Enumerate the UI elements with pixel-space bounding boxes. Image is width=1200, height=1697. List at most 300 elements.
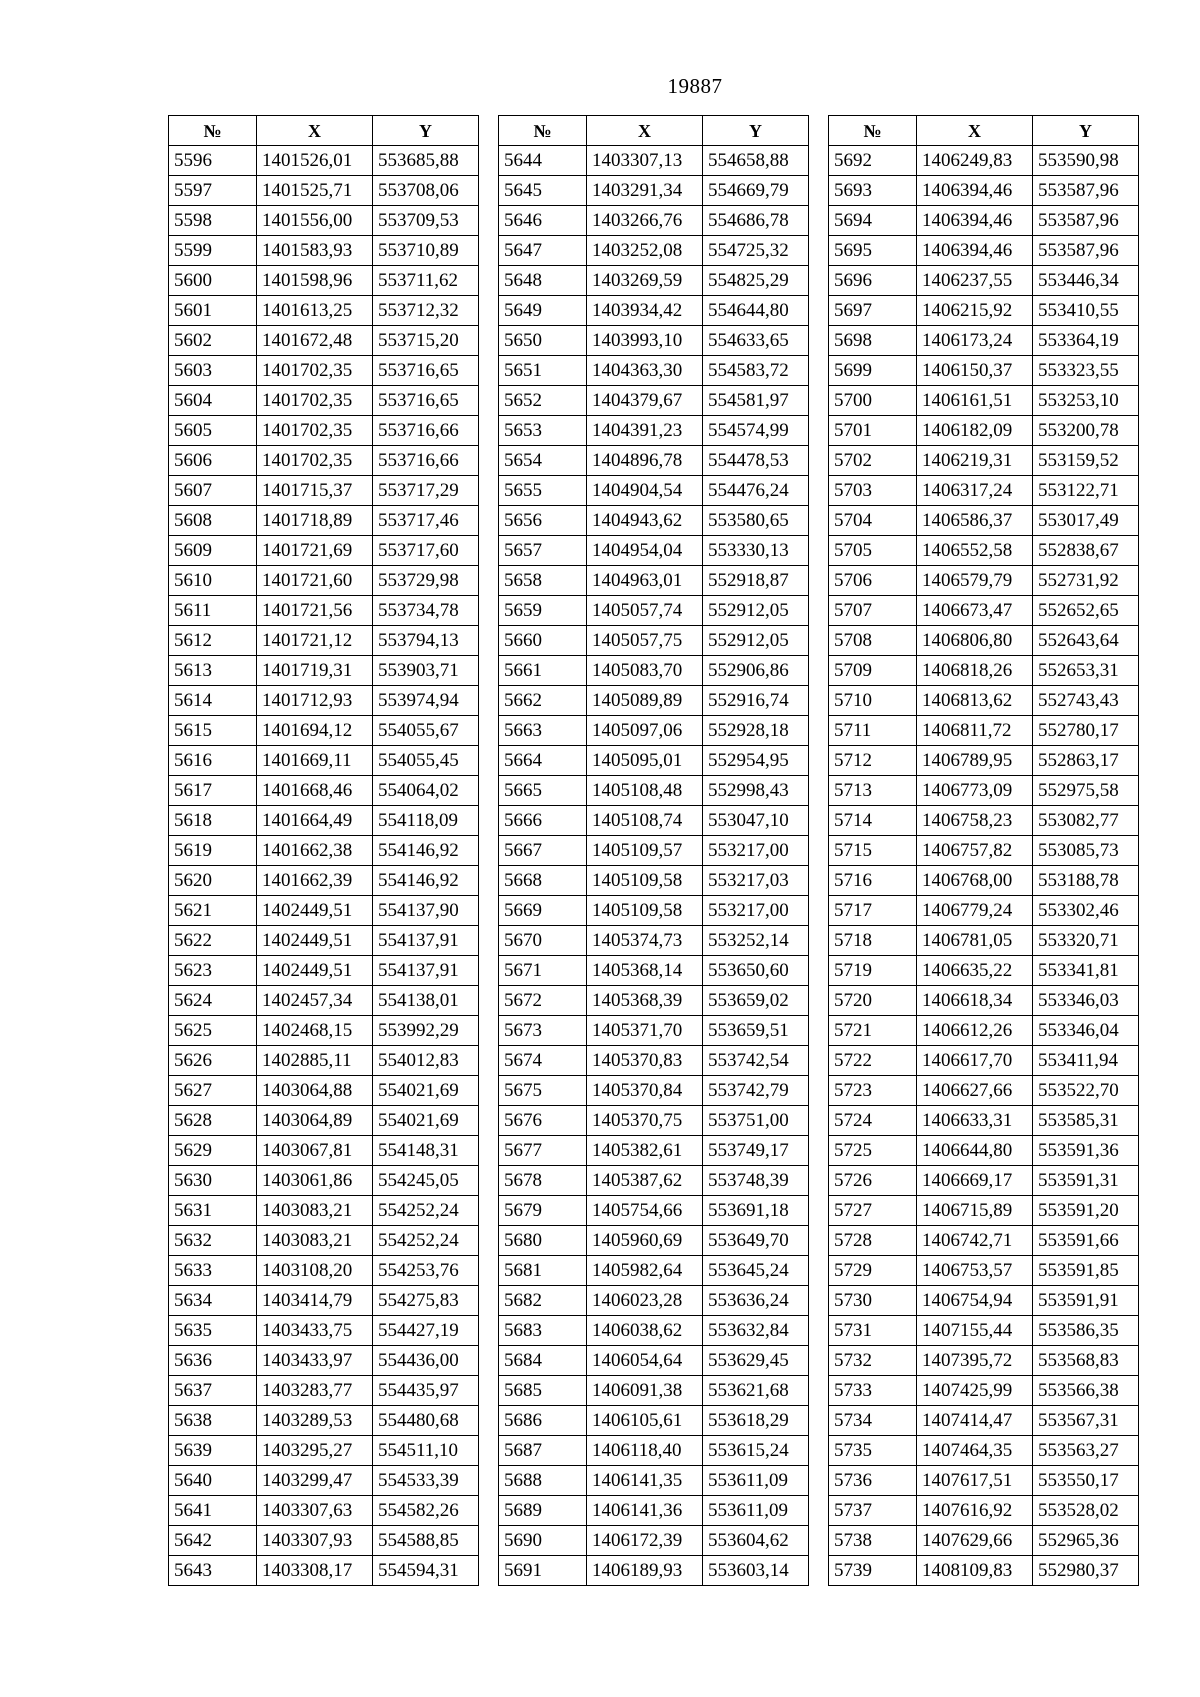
y-coordinate-cell: 554582,26 [373, 1496, 479, 1526]
y-coordinate-cell: 552912,05 [703, 596, 809, 626]
point-number-cell: 5664 [499, 746, 587, 776]
x-coordinate-cell: 1406789,95 [917, 746, 1033, 776]
x-coordinate-cell: 1401694,12 [257, 716, 373, 746]
y-coordinate-cell: 554055,67 [373, 716, 479, 746]
y-coordinate-cell: 553717,46 [373, 506, 479, 536]
table-row [499, 266, 809, 296]
y-coordinate-cell: 554146,92 [373, 836, 479, 866]
point-number-cell: 5698 [829, 326, 917, 356]
y-coordinate-cell: 553590,98 [1033, 146, 1139, 176]
point-number-cell: 5646 [499, 206, 587, 236]
table-row [499, 1466, 809, 1496]
x-coordinate-cell: 1403414,79 [257, 1286, 373, 1316]
point-number-cell: 5734 [829, 1406, 917, 1436]
point-number-cell: 5696 [829, 266, 917, 296]
x-coordinate-cell: 1403061,86 [257, 1166, 373, 1196]
point-number-cell: 5604 [169, 386, 257, 416]
table-row [499, 1376, 809, 1406]
x-coordinate-cell: 1406237,55 [917, 266, 1033, 296]
table-row [829, 986, 1139, 1016]
y-coordinate-cell: 552780,17 [1033, 716, 1139, 746]
y-coordinate-cell: 553591,66 [1033, 1226, 1139, 1256]
header-y: Y [373, 116, 479, 146]
point-number-cell: 5697 [829, 296, 917, 326]
table-header-row [829, 116, 1139, 146]
y-coordinate-cell: 553253,10 [1033, 386, 1139, 416]
point-number-cell: 5714 [829, 806, 917, 836]
table-row [829, 506, 1139, 536]
table-row [499, 506, 809, 536]
table-row [829, 266, 1139, 296]
x-coordinate-cell: 1405083,70 [587, 656, 703, 686]
header-y: Y [1033, 116, 1139, 146]
y-coordinate-cell: 553748,39 [703, 1166, 809, 1196]
x-coordinate-cell: 1402449,51 [257, 896, 373, 926]
table-row [829, 1556, 1139, 1586]
table-row [829, 1136, 1139, 1166]
y-coordinate-cell: 553734,78 [373, 596, 479, 626]
y-coordinate-cell: 553659,02 [703, 986, 809, 1016]
y-coordinate-cell: 552998,43 [703, 776, 809, 806]
x-coordinate-cell: 1406105,61 [587, 1406, 703, 1436]
y-coordinate-cell: 554594,31 [373, 1556, 479, 1586]
table-row [829, 926, 1139, 956]
y-coordinate-cell: 553122,71 [1033, 476, 1139, 506]
table-row [829, 656, 1139, 686]
x-coordinate-cell: 1405109,58 [587, 896, 703, 926]
x-coordinate-cell: 1401718,89 [257, 506, 373, 536]
point-number-cell: 5600 [169, 266, 257, 296]
y-coordinate-cell: 552980,37 [1033, 1556, 1139, 1586]
y-coordinate-cell: 553591,20 [1033, 1196, 1139, 1226]
point-number-cell: 5708 [829, 626, 917, 656]
point-number-cell: 5695 [829, 236, 917, 266]
y-coordinate-cell: 554138,01 [373, 986, 479, 1016]
table-row [499, 1256, 809, 1286]
y-coordinate-cell: 552916,74 [703, 686, 809, 716]
point-number-cell: 5730 [829, 1286, 917, 1316]
x-coordinate-cell: 1406317,24 [917, 476, 1033, 506]
y-coordinate-cell: 553712,32 [373, 296, 479, 326]
x-coordinate-cell: 1404904,54 [587, 476, 703, 506]
y-coordinate-cell: 553217,00 [703, 896, 809, 926]
point-number-cell: 5731 [829, 1316, 917, 1346]
x-coordinate-cell: 1406215,92 [917, 296, 1033, 326]
x-coordinate-cell: 1401702,35 [257, 416, 373, 446]
x-coordinate-cell: 1401702,35 [257, 356, 373, 386]
x-coordinate-cell: 1401525,71 [257, 176, 373, 206]
x-coordinate-cell: 1406182,09 [917, 416, 1033, 446]
x-coordinate-cell: 1405960,69 [587, 1226, 703, 1256]
y-coordinate-cell: 554478,53 [703, 446, 809, 476]
point-number-cell: 5665 [499, 776, 587, 806]
coordinate-table [498, 115, 809, 1586]
table-row [499, 296, 809, 326]
point-number-cell: 5691 [499, 1556, 587, 1586]
table-row [169, 326, 479, 356]
point-number-cell: 5653 [499, 416, 587, 446]
point-number-cell: 5628 [169, 1106, 257, 1136]
table-row [499, 656, 809, 686]
y-coordinate-cell: 553691,18 [703, 1196, 809, 1226]
x-coordinate-cell: 1406617,70 [917, 1046, 1033, 1076]
table-row [499, 446, 809, 476]
point-number-cell: 5629 [169, 1136, 257, 1166]
y-coordinate-cell: 552652,65 [1033, 596, 1139, 626]
y-coordinate-cell: 553568,83 [1033, 1346, 1139, 1376]
point-number-cell: 5712 [829, 746, 917, 776]
x-coordinate-cell: 1406219,31 [917, 446, 1033, 476]
point-number-cell: 5716 [829, 866, 917, 896]
y-coordinate-cell: 552838,67 [1033, 536, 1139, 566]
x-coordinate-cell: 1406161,51 [917, 386, 1033, 416]
y-coordinate-cell: 554533,39 [373, 1466, 479, 1496]
point-number-cell: 5711 [829, 716, 917, 746]
y-coordinate-cell: 553659,51 [703, 1016, 809, 1046]
y-coordinate-cell: 553587,96 [1033, 206, 1139, 236]
y-coordinate-cell: 553047,10 [703, 806, 809, 836]
table-row [829, 1316, 1139, 1346]
table-row [169, 806, 479, 836]
point-number-cell: 5662 [499, 686, 587, 716]
point-number-cell: 5605 [169, 416, 257, 446]
x-coordinate-cell: 1403252,08 [587, 236, 703, 266]
x-coordinate-cell: 1402885,11 [257, 1046, 373, 1076]
point-number-cell: 5700 [829, 386, 917, 416]
table-row [169, 656, 479, 686]
x-coordinate-cell: 1406612,26 [917, 1016, 1033, 1046]
point-number-cell: 5669 [499, 896, 587, 926]
x-coordinate-cell: 1406758,23 [917, 806, 1033, 836]
x-coordinate-cell: 1401712,93 [257, 686, 373, 716]
point-number-cell: 5654 [499, 446, 587, 476]
table-row [169, 236, 479, 266]
x-coordinate-cell: 1403308,17 [257, 1556, 373, 1586]
y-coordinate-cell: 553717,29 [373, 476, 479, 506]
x-coordinate-cell: 1402449,51 [257, 926, 373, 956]
y-coordinate-cell: 554725,32 [703, 236, 809, 266]
x-coordinate-cell: 1403993,10 [587, 326, 703, 356]
point-number-cell: 5682 [499, 1286, 587, 1316]
point-number-cell: 5670 [499, 926, 587, 956]
table-row [829, 536, 1139, 566]
point-number-cell: 5637 [169, 1376, 257, 1406]
x-coordinate-cell: 1403433,75 [257, 1316, 373, 1346]
y-coordinate-cell: 553603,14 [703, 1556, 809, 1586]
x-coordinate-cell: 1406754,94 [917, 1286, 1033, 1316]
point-number-cell: 5623 [169, 956, 257, 986]
x-coordinate-cell: 1405109,57 [587, 836, 703, 866]
table-row [169, 356, 479, 386]
point-number-cell: 5597 [169, 176, 257, 206]
point-number-cell: 5663 [499, 716, 587, 746]
x-coordinate-cell: 1405057,75 [587, 626, 703, 656]
point-number-cell: 5610 [169, 566, 257, 596]
table-row [169, 296, 479, 326]
y-coordinate-cell: 553302,46 [1033, 896, 1139, 926]
y-coordinate-cell: 553974,94 [373, 686, 479, 716]
table-row [829, 176, 1139, 206]
x-coordinate-cell: 1403433,97 [257, 1346, 373, 1376]
table-row [499, 1106, 809, 1136]
table-row [169, 1436, 479, 1466]
coordinate-tables [168, 115, 1150, 1580]
x-coordinate-cell: 1403299,47 [257, 1466, 373, 1496]
x-coordinate-cell: 1401719,31 [257, 656, 373, 686]
y-coordinate-cell: 554581,97 [703, 386, 809, 416]
y-coordinate-cell: 553591,85 [1033, 1256, 1139, 1286]
x-coordinate-cell: 1406818,26 [917, 656, 1033, 686]
y-coordinate-cell: 554574,99 [703, 416, 809, 446]
table-row [169, 716, 479, 746]
point-number-cell: 5611 [169, 596, 257, 626]
point-number-cell: 5675 [499, 1076, 587, 1106]
table-row [169, 1256, 479, 1286]
y-coordinate-cell: 552653,31 [1033, 656, 1139, 686]
y-coordinate-cell: 554588,85 [373, 1526, 479, 1556]
point-number-cell: 5687 [499, 1436, 587, 1466]
point-number-cell: 5735 [829, 1436, 917, 1466]
point-number-cell: 5724 [829, 1106, 917, 1136]
x-coordinate-cell: 1405371,70 [587, 1016, 703, 1046]
x-coordinate-cell: 1406768,00 [917, 866, 1033, 896]
y-coordinate-cell: 553591,31 [1033, 1166, 1139, 1196]
y-coordinate-cell: 553794,13 [373, 626, 479, 656]
x-coordinate-cell: 1406172,39 [587, 1526, 703, 1556]
y-coordinate-cell: 553410,55 [1033, 296, 1139, 326]
x-coordinate-cell: 1406394,46 [917, 206, 1033, 236]
y-coordinate-cell: 553528,02 [1033, 1496, 1139, 1526]
y-coordinate-cell: 553716,66 [373, 446, 479, 476]
x-coordinate-cell: 1405108,74 [587, 806, 703, 836]
point-number-cell: 5608 [169, 506, 257, 536]
table-row [829, 866, 1139, 896]
table-row [169, 956, 479, 986]
point-number-cell: 5723 [829, 1076, 917, 1106]
table-row [499, 1526, 809, 1556]
point-number-cell: 5627 [169, 1076, 257, 1106]
x-coordinate-cell: 1406141,36 [587, 1496, 703, 1526]
x-coordinate-cell: 1401672,48 [257, 326, 373, 356]
x-coordinate-cell: 1403067,81 [257, 1136, 373, 1166]
table-row [499, 896, 809, 926]
y-coordinate-cell: 553085,73 [1033, 836, 1139, 866]
table-row [499, 926, 809, 956]
y-coordinate-cell: 553636,24 [703, 1286, 809, 1316]
x-coordinate-cell: 1402449,51 [257, 956, 373, 986]
table-row [499, 236, 809, 266]
table-row [829, 386, 1139, 416]
y-coordinate-cell: 554253,76 [373, 1256, 479, 1286]
x-coordinate-cell: 1406644,80 [917, 1136, 1033, 1166]
point-number-cell: 5603 [169, 356, 257, 386]
table-row [499, 1556, 809, 1586]
header-x: X [917, 116, 1033, 146]
y-coordinate-cell: 553567,31 [1033, 1406, 1139, 1436]
x-coordinate-cell: 1406806,80 [917, 626, 1033, 656]
x-coordinate-cell: 1401526,01 [257, 146, 373, 176]
x-coordinate-cell: 1407616,92 [917, 1496, 1033, 1526]
x-coordinate-cell: 1401721,56 [257, 596, 373, 626]
y-coordinate-cell: 554245,05 [373, 1166, 479, 1196]
point-number-cell: 5636 [169, 1346, 257, 1376]
x-coordinate-cell: 1401721,69 [257, 536, 373, 566]
y-coordinate-cell: 554137,90 [373, 896, 479, 926]
table-row [499, 866, 809, 896]
y-coordinate-cell: 554435,97 [373, 1376, 479, 1406]
table-row [829, 776, 1139, 806]
point-number-cell: 5725 [829, 1136, 917, 1166]
y-coordinate-cell: 554146,92 [373, 866, 479, 896]
point-number-cell: 5681 [499, 1256, 587, 1286]
table-row [169, 836, 479, 866]
y-coordinate-cell: 554137,91 [373, 926, 479, 956]
table-row [169, 476, 479, 506]
table-row [499, 1496, 809, 1526]
y-coordinate-cell: 554021,69 [373, 1106, 479, 1136]
point-number-cell: 5657 [499, 536, 587, 566]
x-coordinate-cell: 1405382,61 [587, 1136, 703, 1166]
x-coordinate-cell: 1403283,77 [257, 1376, 373, 1406]
y-coordinate-cell: 553715,20 [373, 326, 479, 356]
point-number-cell: 5668 [499, 866, 587, 896]
point-number-cell: 5631 [169, 1196, 257, 1226]
x-coordinate-cell: 1401668,46 [257, 776, 373, 806]
y-coordinate-cell: 553323,55 [1033, 356, 1139, 386]
x-coordinate-cell: 1403307,93 [257, 1526, 373, 1556]
point-number-cell: 5683 [499, 1316, 587, 1346]
header-y: Y [703, 116, 809, 146]
table-row [829, 1376, 1139, 1406]
point-number-cell: 5705 [829, 536, 917, 566]
x-coordinate-cell: 1401556,00 [257, 206, 373, 236]
y-coordinate-cell: 553346,04 [1033, 1016, 1139, 1046]
table-row [829, 806, 1139, 836]
point-number-cell: 5621 [169, 896, 257, 926]
x-coordinate-cell: 1403064,89 [257, 1106, 373, 1136]
y-coordinate-cell: 553621,68 [703, 1376, 809, 1406]
table-row [169, 986, 479, 1016]
x-coordinate-cell: 1405370,75 [587, 1106, 703, 1136]
table-row [169, 896, 479, 926]
x-coordinate-cell: 1406394,46 [917, 236, 1033, 266]
point-number-cell: 5694 [829, 206, 917, 236]
x-coordinate-cell: 1405109,58 [587, 866, 703, 896]
table-row [169, 1226, 479, 1256]
y-coordinate-cell: 553685,88 [373, 146, 479, 176]
x-coordinate-cell: 1403289,53 [257, 1406, 373, 1436]
y-coordinate-cell: 553364,19 [1033, 326, 1139, 356]
point-number-cell: 5645 [499, 176, 587, 206]
table-row [499, 386, 809, 416]
point-number-cell: 5703 [829, 476, 917, 506]
point-number-cell: 5677 [499, 1136, 587, 1166]
point-number-cell: 5671 [499, 956, 587, 986]
point-number-cell: 5719 [829, 956, 917, 986]
y-coordinate-cell: 553017,49 [1033, 506, 1139, 536]
y-coordinate-cell: 553188,78 [1033, 866, 1139, 896]
x-coordinate-cell: 1408109,83 [917, 1556, 1033, 1586]
table-row [169, 206, 479, 236]
x-coordinate-cell: 1403269,59 [587, 266, 703, 296]
y-coordinate-cell: 553611,09 [703, 1496, 809, 1526]
table-row [829, 236, 1139, 266]
x-coordinate-cell: 1406635,22 [917, 956, 1033, 986]
point-number-cell: 5617 [169, 776, 257, 806]
point-number-cell: 5656 [499, 506, 587, 536]
point-number-cell: 5693 [829, 176, 917, 206]
header-x: X [257, 116, 373, 146]
table-row [169, 1016, 479, 1046]
point-number-cell: 5736 [829, 1466, 917, 1496]
point-number-cell: 5688 [499, 1466, 587, 1496]
x-coordinate-cell: 1401721,60 [257, 566, 373, 596]
point-number-cell: 5701 [829, 416, 917, 446]
point-number-cell: 5602 [169, 326, 257, 356]
x-coordinate-cell: 1402468,15 [257, 1016, 373, 1046]
y-coordinate-cell: 552906,86 [703, 656, 809, 686]
y-coordinate-cell: 553446,34 [1033, 266, 1139, 296]
y-coordinate-cell: 553645,24 [703, 1256, 809, 1286]
table-row [499, 1286, 809, 1316]
y-coordinate-cell: 553749,17 [703, 1136, 809, 1166]
y-coordinate-cell: 553585,31 [1033, 1106, 1139, 1136]
table-row [499, 1346, 809, 1376]
point-number-cell: 5679 [499, 1196, 587, 1226]
table-row [499, 806, 809, 836]
y-coordinate-cell: 553522,70 [1033, 1076, 1139, 1106]
y-coordinate-cell: 553632,84 [703, 1316, 809, 1346]
table-row [829, 1046, 1139, 1076]
x-coordinate-cell: 1407395,72 [917, 1346, 1033, 1376]
x-coordinate-cell: 1403307,13 [587, 146, 703, 176]
x-coordinate-cell: 1406189,93 [587, 1556, 703, 1586]
point-number-cell: 5678 [499, 1166, 587, 1196]
y-coordinate-cell: 553411,94 [1033, 1046, 1139, 1076]
point-number-cell: 5738 [829, 1526, 917, 1556]
y-coordinate-cell: 553650,60 [703, 956, 809, 986]
table-row [499, 1316, 809, 1346]
x-coordinate-cell: 1406779,24 [917, 896, 1033, 926]
y-coordinate-cell: 554055,45 [373, 746, 479, 776]
x-coordinate-cell: 1404896,78 [587, 446, 703, 476]
y-coordinate-cell: 554644,80 [703, 296, 809, 326]
table-row [169, 1376, 479, 1406]
point-number-cell: 5601 [169, 296, 257, 326]
y-coordinate-cell: 552928,18 [703, 716, 809, 746]
table-row [499, 746, 809, 776]
x-coordinate-cell: 1406118,40 [587, 1436, 703, 1466]
table-row [169, 626, 479, 656]
point-number-cell: 5709 [829, 656, 917, 686]
y-coordinate-cell: 553320,71 [1033, 926, 1139, 956]
y-coordinate-cell: 553611,09 [703, 1466, 809, 1496]
y-coordinate-cell: 554427,19 [373, 1316, 479, 1346]
point-number-cell: 5620 [169, 866, 257, 896]
table-row [169, 1316, 479, 1346]
x-coordinate-cell: 1404391,23 [587, 416, 703, 446]
x-coordinate-cell: 1406618,34 [917, 986, 1033, 1016]
x-coordinate-cell: 1403266,76 [587, 206, 703, 236]
y-coordinate-cell: 553604,62 [703, 1526, 809, 1556]
point-number-cell: 5728 [829, 1226, 917, 1256]
y-coordinate-cell: 552975,58 [1033, 776, 1139, 806]
point-number-cell: 5718 [829, 926, 917, 956]
x-coordinate-cell: 1401715,37 [257, 476, 373, 506]
point-number-cell: 5702 [829, 446, 917, 476]
point-number-cell: 5630 [169, 1166, 257, 1196]
point-number-cell: 5667 [499, 836, 587, 866]
